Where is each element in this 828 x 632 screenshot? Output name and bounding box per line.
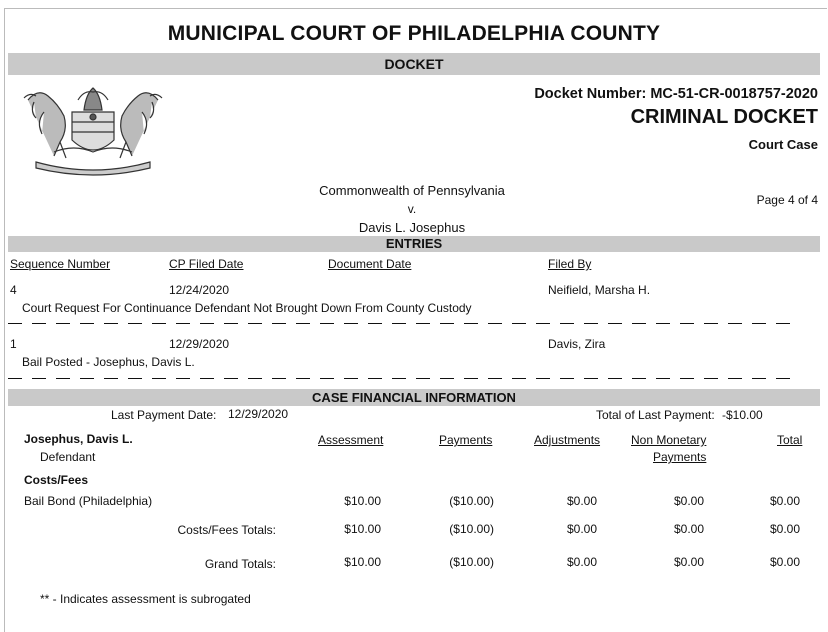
fee-adjustments: $0.00 (566, 494, 597, 508)
entries-band: ENTRIES (8, 236, 820, 252)
grand-totals-assessment: $10.00 (344, 555, 381, 569)
entry-cp-filed: 12/29/2020 (169, 337, 230, 351)
docket-type: CRIMINAL DOCKET (630, 106, 818, 128)
caption-defendant: Davis L. Josephus (358, 220, 466, 235)
last-payment-date: 12/29/2020 (228, 407, 289, 421)
party-role: Defendant (40, 450, 96, 464)
header-filed-by: Filed By (548, 257, 592, 271)
last-payment-label: Last Payment Date: (111, 408, 217, 422)
total-last-payment-value: -$10.00 (722, 408, 763, 422)
financial-band: CASE FINANCIAL INFORMATION (8, 389, 820, 406)
grand-totals-total: $0.00 (769, 555, 800, 569)
header-sequence: Sequence Number (10, 257, 111, 271)
header-non-monetary-payments: Payments (653, 450, 707, 464)
grand-totals-payments: ($10.00) (449, 555, 494, 569)
header-cp-filed: CP Filed Date (169, 257, 244, 271)
party-name: Josephus, Davis L. (24, 432, 133, 446)
page-label: Page 4 of 4 (756, 193, 818, 207)
fee-total: $0.00 (769, 494, 800, 508)
fee-non-monetary: $0.00 (673, 494, 704, 508)
total-last-payment-label: Total of Last Payment: (596, 408, 715, 422)
entry-divider (8, 323, 798, 324)
court-name: MUNICIPAL COURT OF PHILADELPHIA COUNTY (167, 22, 661, 45)
docket-band: DOCKET (8, 53, 820, 75)
entry-cp-filed: 12/24/2020 (169, 283, 230, 297)
costs-totals-assessment: $10.00 (344, 522, 381, 536)
header-assessment: Assessment (318, 433, 384, 447)
header-non-monetary: Non Monetary (631, 433, 707, 447)
header-total: Total (777, 433, 803, 447)
costs-totals-payments: ($10.00) (449, 522, 494, 536)
case-type: Court Case (748, 137, 818, 152)
fee-assessment: $10.00 (344, 494, 381, 508)
header-payments: Payments (439, 433, 493, 447)
entry-filed-by: Neifield, Marsha H. (548, 283, 651, 297)
docket-number: Docket Number: MC-51-CR-0018757-2020 (534, 86, 818, 102)
caption-plaintiff: Commonwealth of Pennsylvania (319, 183, 505, 198)
entry-sequence: 1 (10, 337, 17, 351)
header-adjustments: Adjustments (534, 433, 601, 447)
costs-fees-label: Costs/Fees (24, 473, 89, 487)
caption-versus: v. (407, 202, 417, 216)
costs-totals-label: Costs/Fees Totals: (177, 523, 276, 537)
entry-divider (8, 378, 798, 379)
header-document-date: Document Date (328, 257, 412, 271)
costs-totals-total: $0.00 (769, 522, 800, 536)
footnote: ** - Indicates assessment is subrogated (40, 592, 251, 606)
entry-filed-by: Davis, Zira (548, 337, 606, 351)
entry-sequence: 4 (10, 283, 17, 297)
grand-totals-adjustments: $0.00 (566, 555, 597, 569)
grand-totals-non-monetary: $0.00 (673, 555, 704, 569)
entry-description: Bail Posted - Josephus, Davis L. (22, 355, 195, 369)
fee-payments: ($10.00) (449, 494, 494, 508)
costs-totals-adjustments: $0.00 (566, 522, 597, 536)
costs-totals-non-monetary: $0.00 (673, 522, 704, 536)
pennsylvania-seal-icon (14, 82, 172, 176)
fee-label: Bail Bond (Philadelphia) (24, 494, 153, 508)
entry-description: Court Request For Continuance Defendant Not Brought Down From County Custody (22, 301, 472, 315)
grand-totals-label: Grand Totals: (204, 557, 276, 571)
